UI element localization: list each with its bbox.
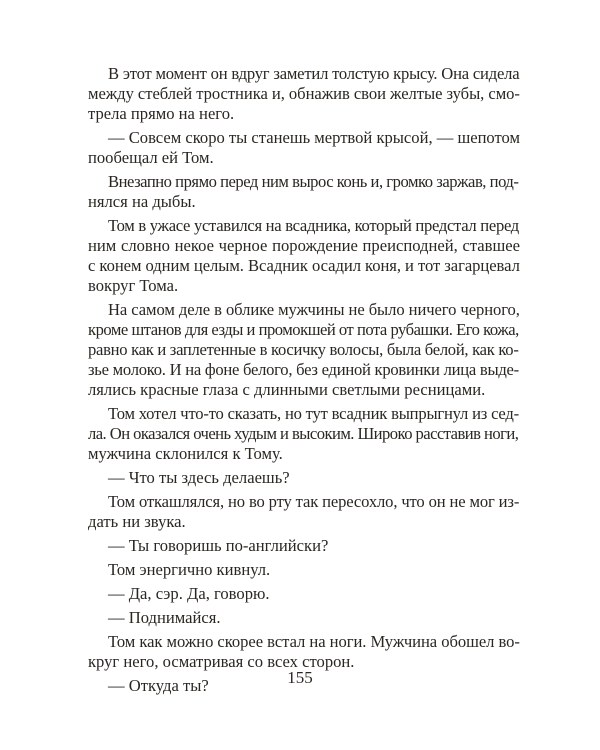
paragraph: [88, 216, 520, 296]
paragraph: [88, 468, 520, 488]
text-line: между стеблей тростника и, обнажив свои желтые зубы, смо-: [88, 84, 520, 103]
text-line: Том откашлялся, но во рту так пересохло, что он не мог из-: [108, 492, 520, 511]
text-line: дать ни звука.: [88, 512, 186, 531]
paragraph: [88, 584, 520, 604]
text-line: лялись красные глаза с длинными светлыми ресницами.: [88, 380, 486, 399]
text-line: зье молоко. И на фоне белого, без единой кровинки лица выде-: [88, 360, 519, 379]
paragraph: [88, 492, 520, 532]
paragraph: [88, 300, 520, 400]
text-line: трела прямо на него.: [88, 104, 235, 123]
text-line: — Откуда ты?: [108, 676, 209, 695]
text-line: ним словно некое черное порождение преисподней, ставшее: [88, 236, 520, 255]
paragraph: [88, 560, 520, 580]
paragraph: [88, 128, 520, 168]
text-line: — Ты говоришь по-английски?: [108, 536, 329, 555]
paragraph: [88, 172, 520, 212]
text-line: круг него, осматривая со всех сторон.: [88, 652, 355, 671]
text-line: В этот момент он вдруг заметил толстую крысу. Она сидела: [108, 64, 520, 83]
text-line: с конем одним целым. Всадник осадил коня, и тот загарцевал: [88, 256, 520, 275]
text-line: равно как и заплетенные в косичку волосы, была белой, как ко-: [88, 340, 519, 359]
text-line: мужчина склонился к Тому.: [88, 444, 283, 463]
paragraph: [88, 632, 520, 672]
text-line: Том энергично кивнул.: [108, 560, 271, 579]
text-line: нялся на дыбы.: [88, 192, 196, 211]
page-number: 155: [287, 668, 313, 687]
text-line: Внезапно прямо перед ним вырос конь и, громко заржав, под-: [108, 172, 519, 191]
body-text: [88, 64, 520, 700]
text-line: кроме штанов для езды и промокшей от пота рубашки. Его кожа,: [88, 320, 519, 339]
paragraph: [88, 64, 520, 124]
text-line: Том в ужасе уставился на всадника, который предстал перед: [108, 216, 519, 235]
paragraph: [88, 608, 520, 628]
text-line: — Что ты здесь делаешь?: [108, 468, 290, 487]
text-line: ла. Он оказался очень худым и высоким. Широко расставив ноги,: [88, 424, 519, 443]
paragraph: [88, 536, 520, 556]
text-line: вокруг Тома.: [88, 276, 179, 295]
text-line: Том как можно скорее встал на ноги. Мужчина обошел во-: [108, 632, 520, 651]
text-line: пообещал ей Том.: [88, 148, 214, 167]
text-line: — Совсем скоро ты станешь мертвой крысой, — шепотом: [108, 128, 520, 147]
paragraph: [88, 404, 520, 464]
text-line: — Поднимайся.: [108, 608, 221, 627]
text-line: — Да, сэр. Да, говорю.: [108, 584, 270, 603]
text-line: На самом деле в облике мужчины не было ничего черного,: [108, 300, 520, 319]
text-line: Том хотел что-то сказать, но тут всадник выпрыгнул из сед-: [108, 404, 519, 423]
